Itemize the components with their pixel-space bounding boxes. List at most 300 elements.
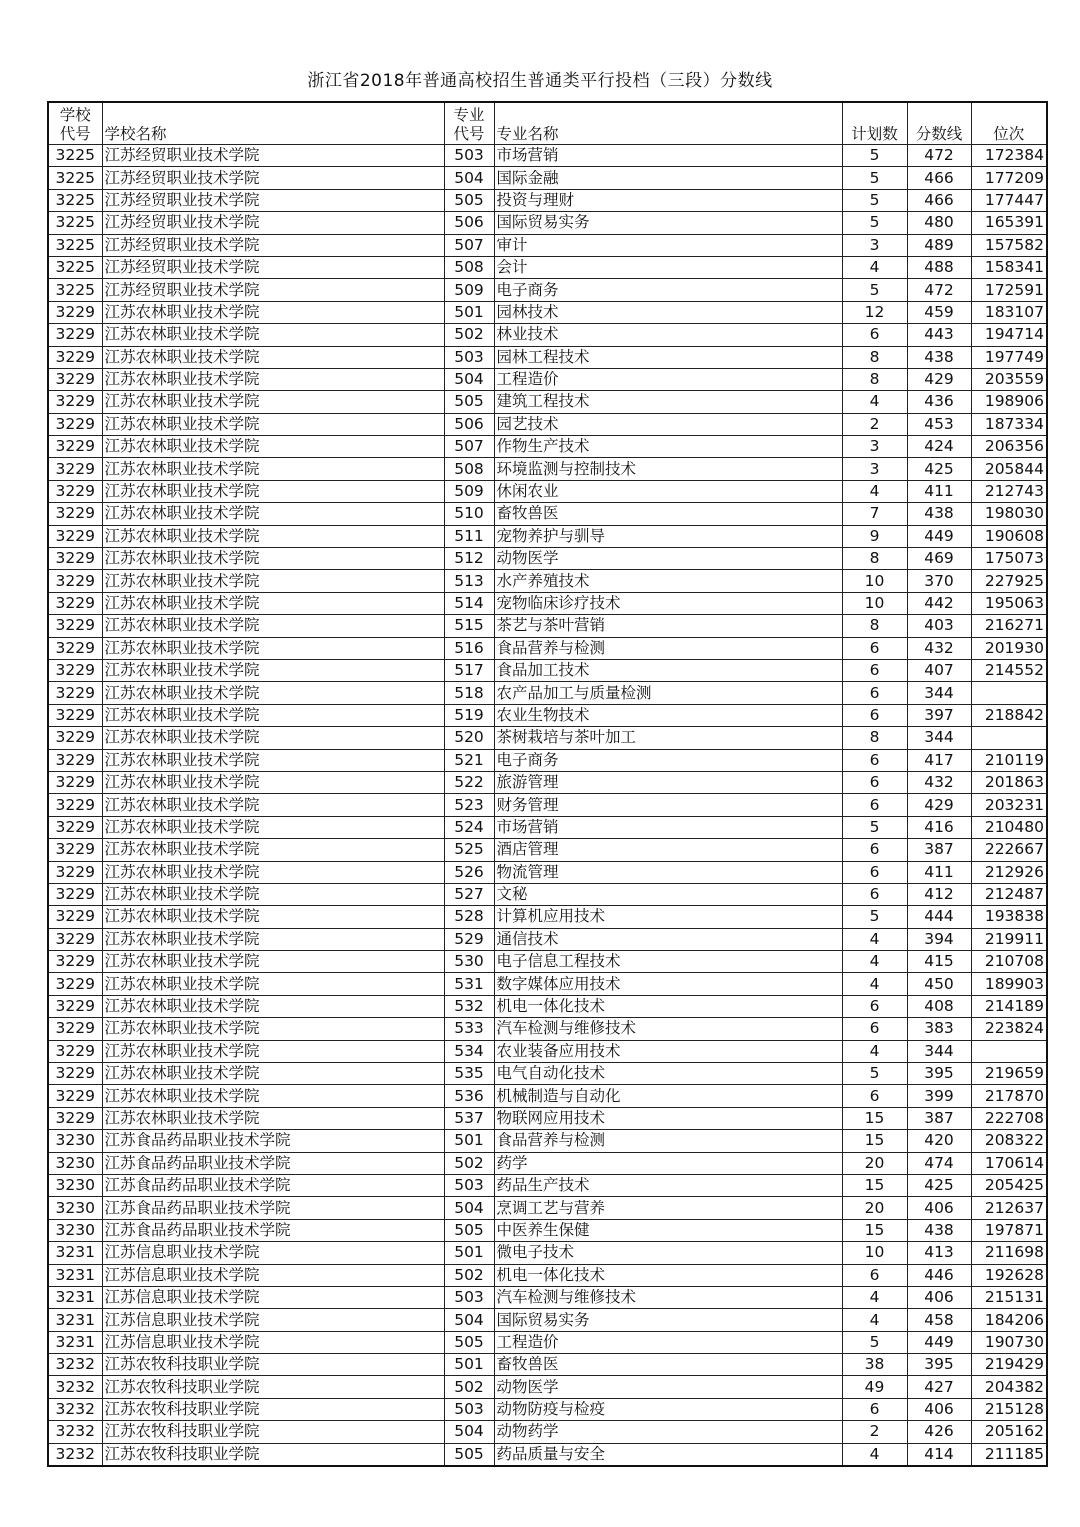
table-row <box>48 771 1047 793</box>
school-name-cell: 江苏农林职业技术学院 <box>102 727 444 749</box>
school-code-cell: 3229 <box>48 1040 102 1062</box>
score-line-cell: 344 <box>907 1040 971 1062</box>
plan-count-cell: 10 <box>842 1242 907 1264</box>
school-name-cell: 江苏农林职业技术学院 <box>102 995 444 1017</box>
score-line-cell: 412 <box>907 883 971 905</box>
plan-count-cell: 6 <box>842 794 907 816</box>
rank-cell: 204382 <box>971 1376 1047 1398</box>
school-name-cell: 江苏农林职业技术学院 <box>102 704 444 726</box>
school-name-cell: 江苏农林职业技术学院 <box>102 816 444 838</box>
school-code-cell: 3225 <box>48 145 102 167</box>
major-code-cell: 505 <box>444 1331 494 1353</box>
major-name-cell: 环境监测与控制技术 <box>494 458 842 480</box>
score-line-cell: 443 <box>907 324 971 346</box>
rank-cell: 212637 <box>971 1197 1047 1219</box>
table-row <box>48 1421 1047 1443</box>
major-code-cell: 529 <box>444 928 494 950</box>
major-code-cell: 513 <box>444 570 494 592</box>
score-line-cell: 411 <box>907 861 971 883</box>
school-code-cell: 3229 <box>48 615 102 637</box>
plan-count-cell: 8 <box>842 615 907 637</box>
rank-cell: 177447 <box>971 189 1047 211</box>
rank-cell: 201930 <box>971 637 1047 659</box>
rank-cell: 192628 <box>971 1264 1047 1286</box>
score-line-cell: 429 <box>907 794 971 816</box>
school-name-cell: 江苏农林职业技术学院 <box>102 771 444 793</box>
major-name-cell: 物联网应用技术 <box>494 1107 842 1129</box>
rank-cell: 158341 <box>971 256 1047 278</box>
table-row <box>48 682 1047 704</box>
school-code-cell: 3230 <box>48 1130 102 1152</box>
table-row <box>48 279 1047 301</box>
major-code-cell: 510 <box>444 503 494 525</box>
plan-count-cell: 49 <box>842 1376 907 1398</box>
plan-count-cell: 4 <box>842 928 907 950</box>
plan-count-cell: 5 <box>842 189 907 211</box>
major-code-cell: 503 <box>444 1398 494 1420</box>
plan-count-cell: 5 <box>842 167 907 189</box>
rank-cell: 172591 <box>971 279 1047 301</box>
plan-count-cell: 4 <box>842 256 907 278</box>
major-code-cell: 502 <box>444 1376 494 1398</box>
plan-count-cell: 6 <box>842 659 907 681</box>
school-name-cell: 江苏农林职业技术学院 <box>102 436 444 458</box>
school-name-cell: 江苏农林职业技术学院 <box>102 592 444 614</box>
school-code-cell: 3229 <box>48 1085 102 1107</box>
score-line-cell: 395 <box>907 1063 971 1085</box>
school-name-cell: 江苏农林职业技术学院 <box>102 525 444 547</box>
school-name-cell: 江苏农牧科技职业学院 <box>102 1376 444 1398</box>
rank-cell: 203231 <box>971 794 1047 816</box>
major-name-cell: 投资与理财 <box>494 189 842 211</box>
table-row <box>48 1376 1047 1398</box>
major-name-cell: 机电一体化技术 <box>494 995 842 1017</box>
score-line-cell: 432 <box>907 771 971 793</box>
score-line-cell: 399 <box>907 1085 971 1107</box>
score-line-cell: 413 <box>907 1242 971 1264</box>
major-name-cell: 畜牧兽医 <box>494 1354 842 1376</box>
score-line-cell: 414 <box>907 1443 971 1466</box>
plan-count-cell: 5 <box>842 145 907 167</box>
major-code-cell: 507 <box>444 436 494 458</box>
major-code-cell: 533 <box>444 1018 494 1040</box>
school-name-cell: 江苏农林职业技术学院 <box>102 928 444 950</box>
table-row <box>48 234 1047 256</box>
plan-count-cell: 4 <box>842 480 907 502</box>
table-row <box>48 301 1047 323</box>
school-name-cell: 江苏农林职业技术学院 <box>102 391 444 413</box>
rank-cell: 198906 <box>971 391 1047 413</box>
score-line-cell: 489 <box>907 234 971 256</box>
table-row <box>48 391 1047 413</box>
plan-count-cell: 6 <box>842 1264 907 1286</box>
school-name-cell: 江苏经贸职业技术学院 <box>102 256 444 278</box>
plan-count-cell: 7 <box>842 503 907 525</box>
table-row <box>48 1018 1047 1040</box>
score-line-cell: 450 <box>907 973 971 995</box>
school-name-cell: 江苏农牧科技职业学院 <box>102 1354 444 1376</box>
plan-count-cell: 8 <box>842 346 907 368</box>
rank-cell: 219911 <box>971 928 1047 950</box>
school-name-cell: 江苏农林职业技术学院 <box>102 548 444 570</box>
score-line-cell: 466 <box>907 189 971 211</box>
rank-cell: 205162 <box>971 1421 1047 1443</box>
rank-cell: 215131 <box>971 1286 1047 1308</box>
major-name-cell: 市场营销 <box>494 816 842 838</box>
rank-cell: 222708 <box>971 1107 1047 1129</box>
score-line-cell: 425 <box>907 458 971 480</box>
plan-count-cell: 4 <box>842 951 907 973</box>
school-code-cell: 3229 <box>48 1107 102 1129</box>
table-row <box>48 480 1047 502</box>
school-code-cell: 3225 <box>48 279 102 301</box>
score-line-cell: 411 <box>907 480 971 502</box>
school-name-cell: 江苏农林职业技术学院 <box>102 1085 444 1107</box>
score-line-cell: 432 <box>907 637 971 659</box>
table-row <box>48 1309 1047 1331</box>
major-name-cell: 市场营销 <box>494 145 842 167</box>
school-name-cell: 江苏农林职业技术学院 <box>102 839 444 861</box>
rank-cell: 189903 <box>971 973 1047 995</box>
plan-count-cell: 10 <box>842 592 907 614</box>
major-name-cell: 茶艺与茶叶营销 <box>494 615 842 637</box>
major-code-cell: 504 <box>444 167 494 189</box>
table-row <box>48 346 1047 368</box>
school-code-cell: 3225 <box>48 256 102 278</box>
table-row <box>48 368 1047 390</box>
major-name-cell: 药品质量与安全 <box>494 1443 842 1466</box>
major-code-cell: 528 <box>444 906 494 928</box>
major-name-cell: 药学 <box>494 1152 842 1174</box>
major-name-cell: 烹调工艺与营养 <box>494 1197 842 1219</box>
school-name-cell: 江苏农林职业技术学院 <box>102 682 444 704</box>
table-row <box>48 794 1047 816</box>
major-name-cell: 药品生产技术 <box>494 1174 842 1196</box>
table-row <box>48 951 1047 973</box>
major-code-cell: 504 <box>444 368 494 390</box>
major-code-cell: 514 <box>444 592 494 614</box>
school-code-cell: 3229 <box>48 413 102 435</box>
rank-cell: 210119 <box>971 749 1047 771</box>
table-row <box>48 861 1047 883</box>
school-name-cell: 江苏农林职业技术学院 <box>102 659 444 681</box>
plan-count-cell: 5 <box>842 906 907 928</box>
plan-count-cell: 15 <box>842 1219 907 1241</box>
major-code-cell: 532 <box>444 995 494 1017</box>
major-name-cell: 宠物临床诊疗技术 <box>494 592 842 614</box>
plan-count-cell: 6 <box>842 839 907 861</box>
plan-count-cell: 15 <box>842 1107 907 1129</box>
score-line-cell: 469 <box>907 548 971 570</box>
major-name-cell: 国际贸易实务 <box>494 1309 842 1331</box>
school-code-cell: 3229 <box>48 861 102 883</box>
rank-cell: 211185 <box>971 1443 1047 1466</box>
major-code-cell: 501 <box>444 301 494 323</box>
major-name-cell: 园林技术 <box>494 301 842 323</box>
school-code-cell: 3232 <box>48 1354 102 1376</box>
plan-count-cell: 12 <box>842 301 907 323</box>
plan-count-cell: 15 <box>842 1130 907 1152</box>
table-row <box>48 167 1047 189</box>
score-line-cell: 459 <box>907 301 971 323</box>
plan-count-cell: 9 <box>842 525 907 547</box>
school-code-cell: 3231 <box>48 1309 102 1331</box>
major-code-cell: 506 <box>444 413 494 435</box>
plan-count-cell: 5 <box>842 1063 907 1085</box>
major-code-cell: 515 <box>444 615 494 637</box>
plan-count-cell: 6 <box>842 704 907 726</box>
rank-cell: 210480 <box>971 816 1047 838</box>
major-code-cell: 507 <box>444 234 494 256</box>
table-row <box>48 816 1047 838</box>
score-line-cell: 426 <box>907 1421 971 1443</box>
rank-cell: 170614 <box>971 1152 1047 1174</box>
plan-count-cell: 4 <box>842 1286 907 1308</box>
school-name-cell: 江苏农林职业技术学院 <box>102 794 444 816</box>
rank-cell: 214552 <box>971 659 1047 681</box>
school-code-cell: 3229 <box>48 794 102 816</box>
table-row <box>48 503 1047 525</box>
major-name-cell: 茶树栽培与茶叶加工 <box>494 727 842 749</box>
rank-cell: 197749 <box>971 346 1047 368</box>
plan-count-cell: 4 <box>842 1309 907 1331</box>
table-row <box>48 615 1047 637</box>
school-code-cell: 3229 <box>48 771 102 793</box>
score-line-cell: 488 <box>907 256 971 278</box>
major-name-cell: 水产养殖技术 <box>494 570 842 592</box>
table-row <box>48 1219 1047 1241</box>
major-code-cell: 531 <box>444 973 494 995</box>
school-name-cell: 江苏农林职业技术学院 <box>102 503 444 525</box>
school-name-cell: 江苏食品药品职业技术学院 <box>102 1197 444 1219</box>
score-line-cell: 427 <box>907 1376 971 1398</box>
header-score: 分数线 <box>907 102 971 145</box>
table-row <box>48 928 1047 950</box>
major-code-cell: 525 <box>444 839 494 861</box>
major-code-cell: 521 <box>444 749 494 771</box>
plan-count-cell: 20 <box>842 1197 907 1219</box>
major-code-cell: 505 <box>444 1219 494 1241</box>
plan-count-cell: 38 <box>842 1354 907 1376</box>
school-code-cell: 3229 <box>48 458 102 480</box>
major-name-cell: 农业生物技术 <box>494 704 842 726</box>
table-row <box>48 749 1047 771</box>
score-line-cell: 416 <box>907 816 971 838</box>
school-name-cell: 江苏经贸职业技术学院 <box>102 145 444 167</box>
school-name-cell: 江苏农林职业技术学院 <box>102 883 444 905</box>
rank-cell: 193838 <box>971 906 1047 928</box>
table-row <box>48 1085 1047 1107</box>
score-line-cell: 436 <box>907 391 971 413</box>
school-name-cell: 江苏农林职业技术学院 <box>102 749 444 771</box>
school-code-cell: 3229 <box>48 906 102 928</box>
score-line-cell: 394 <box>907 928 971 950</box>
rank-cell: 184206 <box>971 1309 1047 1331</box>
plan-count-cell: 4 <box>842 1040 907 1062</box>
plan-count-cell: 6 <box>842 861 907 883</box>
school-name-cell: 江苏农牧科技职业学院 <box>102 1421 444 1443</box>
table-row <box>48 256 1047 278</box>
major-name-cell: 工程造价 <box>494 1331 842 1353</box>
school-name-cell: 江苏食品药品职业技术学院 <box>102 1152 444 1174</box>
school-name-cell: 江苏经贸职业技术学院 <box>102 212 444 234</box>
table-row <box>48 727 1047 749</box>
major-name-cell: 动物药学 <box>494 1421 842 1443</box>
major-code-cell: 520 <box>444 727 494 749</box>
school-code-cell: 3229 <box>48 659 102 681</box>
school-code-cell: 3229 <box>48 749 102 771</box>
major-code-cell: 501 <box>444 1130 494 1152</box>
school-code-cell: 3232 <box>48 1376 102 1398</box>
school-code-cell: 3229 <box>48 839 102 861</box>
school-name-cell: 江苏农牧科技职业学院 <box>102 1398 444 1420</box>
school-code-cell: 3229 <box>48 391 102 413</box>
school-name-cell: 江苏农林职业技术学院 <box>102 368 444 390</box>
rank-cell <box>971 727 1047 749</box>
rank-cell: 222667 <box>971 839 1047 861</box>
rank-cell: 216271 <box>971 615 1047 637</box>
plan-count-cell: 5 <box>842 1331 907 1353</box>
school-name-cell: 江苏农林职业技术学院 <box>102 301 444 323</box>
major-name-cell: 休闲农业 <box>494 480 842 502</box>
major-code-cell: 504 <box>444 1309 494 1331</box>
plan-count-cell: 2 <box>842 413 907 435</box>
score-line-cell: 429 <box>907 368 971 390</box>
major-name-cell: 机电一体化技术 <box>494 1264 842 1286</box>
school-code-cell: 3229 <box>48 951 102 973</box>
plan-count-cell: 6 <box>842 637 907 659</box>
major-code-cell: 530 <box>444 951 494 973</box>
rank-cell: 206356 <box>971 436 1047 458</box>
major-code-cell: 508 <box>444 458 494 480</box>
score-line-cell: 424 <box>907 436 971 458</box>
rank-cell: 165391 <box>971 212 1047 234</box>
score-line-cell: 383 <box>907 1018 971 1040</box>
table-row <box>48 1063 1047 1085</box>
major-name-cell: 数字媒体应用技术 <box>494 973 842 995</box>
table-row <box>48 436 1047 458</box>
major-code-cell: 527 <box>444 883 494 905</box>
table-row <box>48 570 1047 592</box>
major-name-cell: 园林工程技术 <box>494 346 842 368</box>
plan-count-cell: 6 <box>842 1018 907 1040</box>
rank-cell: 201863 <box>971 771 1047 793</box>
major-code-cell: 502 <box>444 324 494 346</box>
rank-cell: 205844 <box>971 458 1047 480</box>
rank-cell: 175073 <box>971 548 1047 570</box>
rank-cell: 205425 <box>971 1174 1047 1196</box>
school-name-cell: 江苏食品药品职业技术学院 <box>102 1219 444 1241</box>
plan-count-cell: 8 <box>842 548 907 570</box>
score-line-cell: 420 <box>907 1130 971 1152</box>
score-line-cell: 438 <box>907 503 971 525</box>
plan-count-cell: 10 <box>842 570 907 592</box>
table-row <box>48 413 1047 435</box>
plan-count-cell: 6 <box>842 883 907 905</box>
major-name-cell: 电子信息工程技术 <box>494 951 842 973</box>
major-name-cell: 文秘 <box>494 883 842 905</box>
school-code-cell: 3229 <box>48 704 102 726</box>
school-code-cell: 3229 <box>48 548 102 570</box>
table-row <box>48 189 1047 211</box>
major-code-cell: 522 <box>444 771 494 793</box>
major-name-cell: 微电子技术 <box>494 1242 842 1264</box>
plan-count-cell: 4 <box>842 1443 907 1466</box>
major-code-cell: 503 <box>444 1174 494 1196</box>
major-name-cell: 工程造价 <box>494 368 842 390</box>
major-code-cell: 503 <box>444 145 494 167</box>
major-name-cell: 建筑工程技术 <box>494 391 842 413</box>
table-row <box>48 995 1047 1017</box>
school-name-cell: 江苏经贸职业技术学院 <box>102 234 444 256</box>
rank-cell: 190730 <box>971 1331 1047 1353</box>
table-row <box>48 973 1047 995</box>
school-code-cell: 3229 <box>48 1063 102 1085</box>
rank-cell: 219429 <box>971 1354 1047 1376</box>
major-code-cell: 501 <box>444 1354 494 1376</box>
score-line-cell: 387 <box>907 1107 971 1129</box>
plan-count-cell: 6 <box>842 682 907 704</box>
rank-cell <box>971 682 1047 704</box>
plan-count-cell: 6 <box>842 995 907 1017</box>
header-plan: 计划数 <box>842 102 907 145</box>
table-row <box>48 1197 1047 1219</box>
table-row <box>48 145 1047 167</box>
major-code-cell: 503 <box>444 1286 494 1308</box>
plan-count-cell: 6 <box>842 749 907 771</box>
rank-cell <box>971 1040 1047 1062</box>
school-name-cell: 江苏农牧科技职业学院 <box>102 1443 444 1466</box>
rank-cell: 212926 <box>971 861 1047 883</box>
score-line-cell: 449 <box>907 1331 971 1353</box>
plan-count-cell: 6 <box>842 1398 907 1420</box>
table-row <box>48 1354 1047 1376</box>
major-code-cell: 524 <box>444 816 494 838</box>
school-code-cell: 3229 <box>48 727 102 749</box>
school-code-cell: 3230 <box>48 1152 102 1174</box>
school-code-cell: 3225 <box>48 234 102 256</box>
school-code-cell: 3229 <box>48 346 102 368</box>
school-name-cell: 江苏农林职业技术学院 <box>102 637 444 659</box>
major-code-cell: 512 <box>444 548 494 570</box>
score-line-cell: 406 <box>907 1398 971 1420</box>
rank-cell: 212743 <box>971 480 1047 502</box>
plan-count-cell: 4 <box>842 391 907 413</box>
major-name-cell: 动物医学 <box>494 548 842 570</box>
school-code-cell: 3229 <box>48 995 102 1017</box>
rank-cell: 172384 <box>971 145 1047 167</box>
school-code-cell: 3232 <box>48 1443 102 1466</box>
school-code-cell: 3229 <box>48 682 102 704</box>
score-line-cell: 406 <box>907 1197 971 1219</box>
major-code-cell: 509 <box>444 279 494 301</box>
major-code-cell: 523 <box>444 794 494 816</box>
score-line-cell: 395 <box>907 1354 971 1376</box>
school-name-cell: 江苏信息职业技术学院 <box>102 1264 444 1286</box>
table-row <box>48 212 1047 234</box>
major-code-cell: 505 <box>444 189 494 211</box>
school-code-cell: 3230 <box>48 1219 102 1241</box>
school-code-cell: 3229 <box>48 928 102 950</box>
major-name-cell: 物流管理 <box>494 861 842 883</box>
school-code-cell: 3229 <box>48 883 102 905</box>
major-code-cell: 511 <box>444 525 494 547</box>
table-row <box>48 1286 1047 1308</box>
score-line-cell: 472 <box>907 145 971 167</box>
score-line-cell: 480 <box>907 212 971 234</box>
school-name-cell: 江苏信息职业技术学院 <box>102 1242 444 1264</box>
school-code-cell: 3229 <box>48 637 102 659</box>
